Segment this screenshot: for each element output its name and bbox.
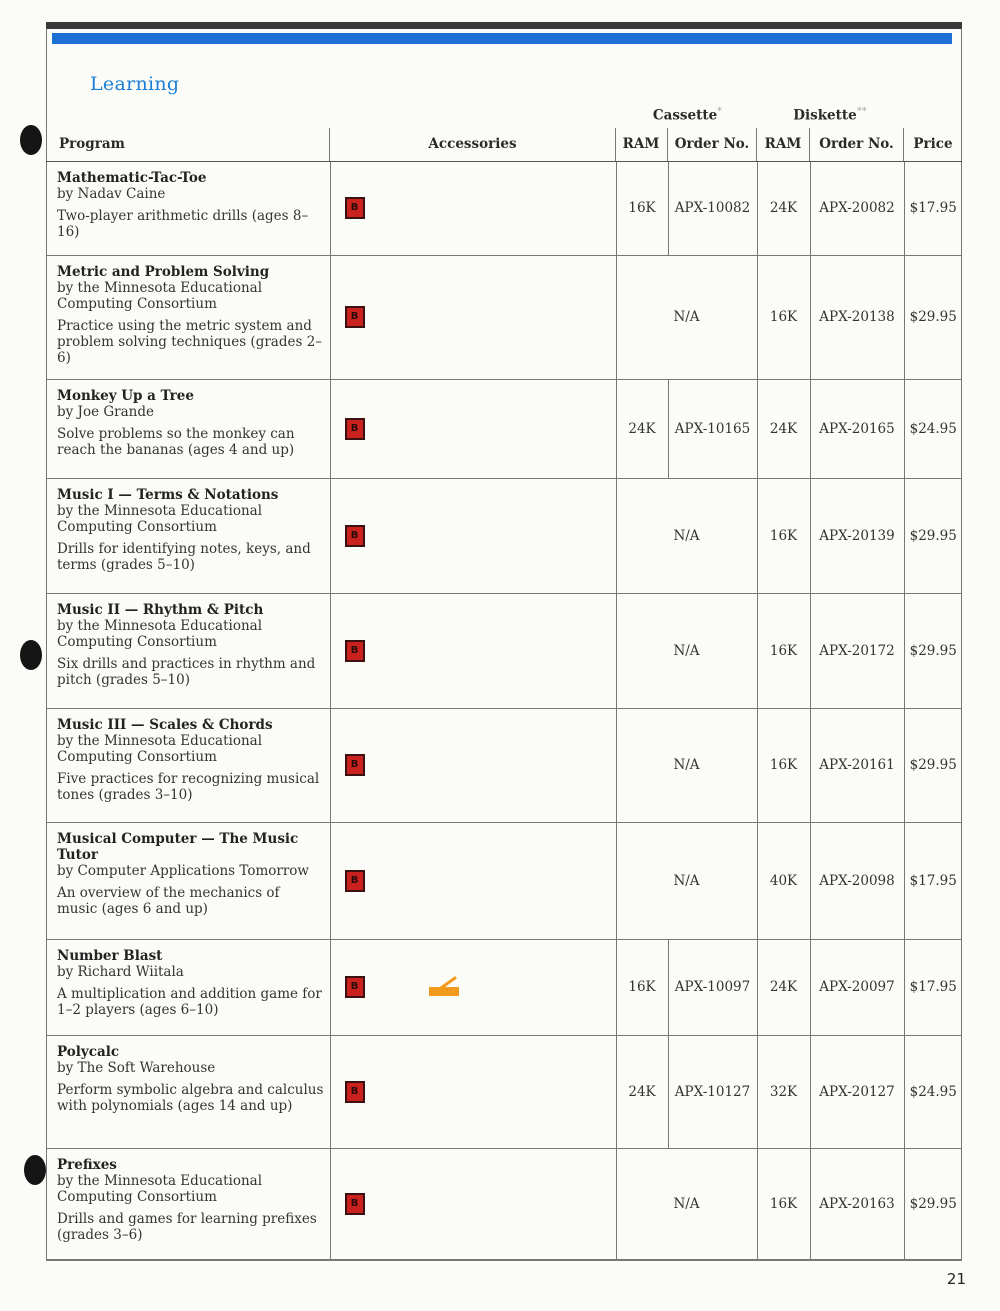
header-divider (903, 128, 904, 162)
cassette-footnote-mark: * (717, 106, 723, 117)
joystick-icon (427, 976, 463, 998)
accessories-cell (330, 255, 616, 379)
table-row (46, 708, 962, 822)
program-author: by the Minnesota Educational Computing Consortium (57, 279, 263, 312)
program-cell (46, 822, 330, 939)
diskette-order-column-header: Order No. (819, 136, 894, 152)
diskette-ram-cell: 24K (757, 162, 810, 255)
program-cell (46, 162, 330, 255)
header-divider (329, 128, 330, 162)
diskette-ram-cell: 16K (757, 1148, 810, 1260)
accessories-cell (330, 478, 616, 593)
cassette-order-cell: N/A (616, 822, 757, 939)
basic-cartridge-icon: B (345, 525, 365, 547)
price-cell: $29.95 (904, 478, 962, 593)
header-divider (667, 128, 668, 162)
page-number: 21 (946, 1270, 966, 1288)
diskette-order-cell: APX-20161 (810, 708, 904, 822)
diskette-order-cell: APX-20172 (810, 593, 904, 708)
section-title: Learning (90, 73, 180, 95)
program-author: by the Minnesota Educational Computing Consortium (57, 617, 263, 650)
cassette-order-cell: N/A (616, 478, 757, 593)
program-cell (46, 379, 330, 478)
accessories-cell (330, 822, 616, 939)
diskette-order-cell: APX-20138 (810, 255, 904, 379)
diskette-order-cell: APX-20082 (810, 162, 904, 255)
program-cell (46, 255, 330, 379)
header-divider (756, 128, 757, 162)
price-cell: $17.95 (904, 939, 962, 1035)
accessories-cell (330, 1035, 616, 1148)
header-divider (615, 128, 616, 162)
price-cell: $29.95 (904, 255, 962, 379)
program-cell (46, 1148, 330, 1260)
program-description: Drills for identifying notes, keys, and terms (grades 5–10) (57, 540, 311, 573)
program-column-header: Program (59, 136, 125, 152)
price-cell: $29.95 (904, 708, 962, 822)
program-author: by the Minnesota Educational Computing Consortium (57, 1172, 263, 1205)
table-row (46, 822, 962, 939)
accessories-cell (330, 162, 616, 255)
program-name: Music III — Scales & Chords (57, 716, 273, 733)
cassette-ram-cell: 24K (616, 379, 668, 478)
table-row (46, 478, 962, 593)
diskette-order-cell: APX-20139 (810, 478, 904, 593)
price-cell: $24.95 (904, 379, 962, 478)
program-author: by Richard Wiitala (57, 963, 184, 980)
program-table-body (46, 162, 962, 1260)
accessories-cell (330, 939, 616, 1035)
basic-cartridge-icon: B (345, 1081, 365, 1103)
program-author: by the Minnesota Educational Computing Consortium (57, 502, 263, 535)
diskette-ram-cell: 16K (757, 478, 810, 593)
program-cell (46, 939, 330, 1035)
table-row (46, 255, 962, 379)
diskette-ram-cell: 16K (757, 593, 810, 708)
program-description: An overview of the mechanics of music (ages 6 and up) (57, 884, 280, 917)
program-name: Mathematic-Tac-Toe (57, 170, 207, 186)
diskette-order-cell: APX-20165 (810, 379, 904, 478)
program-cell (46, 708, 330, 822)
basic-cartridge-icon: B (345, 197, 365, 219)
price-cell: $17.95 (904, 162, 962, 255)
program-cell (46, 1035, 330, 1148)
price-cell: $24.95 (904, 1035, 962, 1148)
diskette-ram-cell: 24K (757, 939, 810, 1035)
basic-cartridge-icon: B (345, 1193, 365, 1215)
diskette-ram-column-header: RAM (764, 136, 802, 152)
section-color-bar (52, 33, 952, 44)
program-description: Solve problems so the monkey can reach the bananas (ages 4 and up) (57, 425, 295, 458)
program-author: by Nadav Caine (57, 186, 166, 202)
diskette-ram-cell: 24K (757, 379, 810, 478)
basic-cartridge-icon: B (345, 754, 365, 776)
cassette-order-cell: APX-10097 (668, 939, 757, 1035)
program-cell (46, 593, 330, 708)
price-cell: $17.95 (904, 822, 962, 939)
diskette-order-cell: APX-20163 (810, 1148, 904, 1260)
diskette-order-cell: APX-20127 (810, 1035, 904, 1148)
program-author: by Computer Applications Tomorrow (57, 862, 309, 879)
program-name: Music I — Terms & Notations (57, 486, 279, 503)
diskette-label: Diskette (793, 107, 857, 124)
cassette-order-cell: N/A (616, 593, 757, 708)
cassette-order-cell: N/A (616, 1148, 757, 1260)
basic-cartridge-icon: B (345, 976, 365, 998)
program-name: Metric and Problem Solving (57, 263, 270, 280)
accessories-cell (330, 708, 616, 822)
cassette-order-cell: N/A (616, 255, 757, 379)
table-row (46, 379, 962, 478)
top-rule (46, 22, 962, 29)
price-cell: $29.95 (904, 593, 962, 708)
program-author: by The Soft Warehouse (57, 1059, 216, 1076)
table-row (46, 162, 962, 255)
binder-hole (24, 1155, 46, 1185)
diskette-ram-cell: 16K (757, 255, 810, 379)
program-description: Five practices for recognizing musical tones (grades 3–10) (57, 770, 320, 803)
program-name: Prefixes (57, 1156, 117, 1173)
diskette-ram-cell: 40K (757, 822, 810, 939)
cassette-order-column-header: Order No. (674, 136, 750, 152)
diskette-group-header (760, 106, 900, 124)
cassette-order-cell: APX-10127 (668, 1035, 757, 1148)
program-description: A multiplication and addition game for 1–2 players (ages 6–10) (57, 985, 322, 1018)
program-description: Perform symbolic algebra and calculus with polynomials (ages 14 and up) (57, 1081, 324, 1114)
basic-cartridge-icon: B (345, 870, 365, 892)
header-divider (809, 128, 810, 162)
basic-cartridge-icon: B (345, 418, 365, 440)
program-description: Two-player arithmetic drills (ages 8–16) (57, 208, 309, 240)
diskette-order-cell: APX-20097 (810, 939, 904, 1035)
program-description: Six drills and practices in rhythm and pitch (grades 5–10) (57, 655, 316, 688)
program-name: Monkey Up a Tree (57, 387, 194, 404)
basic-cartridge-icon: B (345, 640, 365, 662)
accessories-cell (330, 379, 616, 478)
program-table (46, 162, 962, 1261)
cassette-ram-column-header: RAM (622, 136, 660, 152)
cassette-group-header (620, 106, 755, 124)
accessories-cell (330, 593, 616, 708)
accessories-column-header: Accessories (428, 136, 517, 152)
program-name: Polycalc (57, 1043, 120, 1060)
program-author: by Joe Grande (57, 403, 154, 420)
program-author: by the Minnesota Educational Computing Consortium (57, 732, 263, 765)
basic-cartridge-icon: B (345, 306, 365, 328)
program-name: Musical Computer — The Music Tutor (57, 830, 299, 863)
cassette-order-cell: N/A (616, 708, 757, 822)
cassette-order-cell: APX-10082 (668, 162, 757, 255)
program-description: Practice using the metric system and problem solving techniques (grades 2–6) (57, 317, 323, 366)
cassette-label: Cassette (652, 107, 718, 124)
table-row (46, 1148, 962, 1260)
accessories-cell (330, 1148, 616, 1260)
price-column-header: Price (913, 136, 953, 152)
diskette-ram-cell: 16K (757, 708, 810, 822)
diskette-ram-cell: 32K (757, 1035, 810, 1148)
program-cell (46, 478, 330, 593)
binder-hole (20, 125, 42, 155)
diskette-footnote-mark: ** (856, 106, 867, 117)
table-row (46, 593, 962, 708)
cassette-ram-cell: 16K (616, 162, 668, 255)
table-row (46, 939, 962, 1035)
program-name: Music II — Rhythm & Pitch (57, 601, 264, 618)
cassette-ram-cell: 24K (616, 1035, 668, 1148)
cassette-order-cell: APX-10165 (668, 379, 757, 478)
program-name: Number Blast (57, 947, 163, 964)
diskette-order-cell: APX-20098 (810, 822, 904, 939)
binder-hole (20, 640, 42, 670)
table-row (46, 1035, 962, 1148)
price-cell: $29.95 (904, 1148, 962, 1260)
cassette-ram-cell: 16K (616, 939, 668, 1035)
program-description: Drills and games for learning prefixes (grades 3–6) (57, 1210, 317, 1243)
